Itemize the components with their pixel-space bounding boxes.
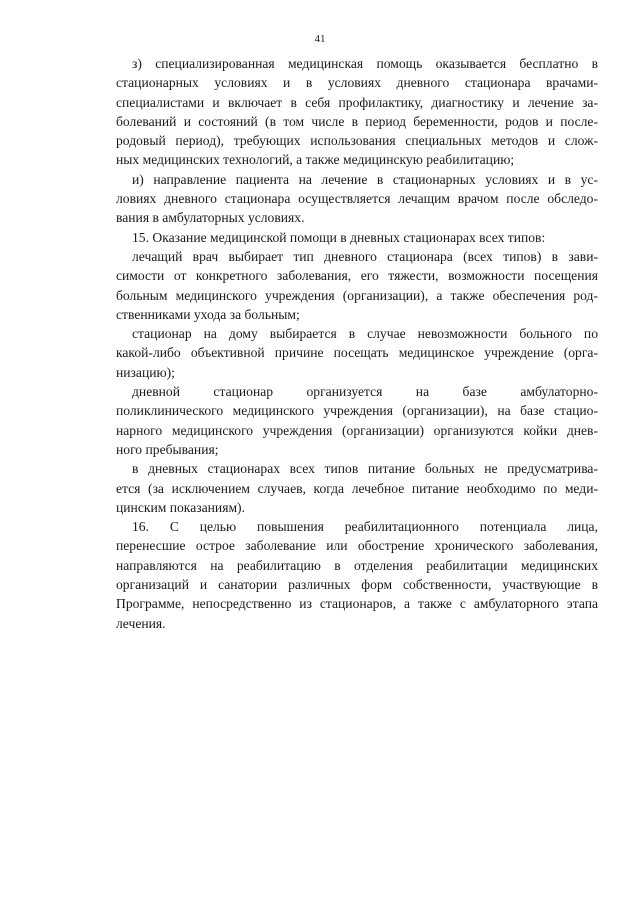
- paragraph: [116, 170, 598, 228]
- page-number: 41: [314, 33, 326, 45]
- text-line: ется (за исключением случаев, когда лечебное питание необходимо по меди-: [116, 480, 598, 496]
- text-line: организаций и санатории различных форм собственности, участвующие в: [116, 577, 598, 593]
- paragraph: [116, 228, 598, 247]
- paragraph: [116, 459, 598, 517]
- text-line: направляются на реабилитацию в отделения реабилитации медицинских: [116, 557, 598, 573]
- text-line: з) специализированная медицинская помощь оказывается бесплатно в: [132, 56, 598, 71]
- paragraph: [116, 382, 598, 459]
- text-line: Программе, непосредственно из стационаров, а также с амбулаторного этапа: [116, 596, 598, 612]
- text-line: стационарных условиях и в условиях дневного стационара врачами-: [116, 75, 598, 91]
- text-line: дневной стационар организуется на базе амбулаторно-: [132, 384, 598, 400]
- text-line: стационар на дому выбирается в случае невозможности больного по: [132, 326, 598, 342]
- text-line: низацию);: [116, 364, 175, 380]
- text-line: и) направление пациента на лечение в стационарных условиях и в ус-: [132, 171, 598, 187]
- text-line: лечащий врач выбирает тип дневного стационара (всех типов) в зави-: [132, 248, 598, 264]
- text-line: ных медицинских технологий, а также медицинскую реабилитацию;: [116, 152, 515, 168]
- text-line: вания в амбулаторных условиях.: [116, 210, 305, 226]
- text-line: специалистами и включает в себя профилактику, диагностику и лечение за-: [116, 94, 598, 110]
- paragraph: [116, 324, 598, 382]
- text-line: цинским показаниям).: [116, 499, 245, 515]
- text-line: ного пребывания;: [116, 441, 219, 457]
- text-line: поликлинического медицинского учреждения (организации), на базе стацио-: [116, 403, 598, 419]
- text-line: лечения.: [116, 615, 166, 631]
- paragraph: [116, 247, 598, 324]
- text-line: какой-либо объективной причине посещать медицинское учреждение (орга-: [116, 345, 598, 361]
- text-line: родовый период), требующих использования специальных методов и слож-: [116, 133, 598, 149]
- text-line: в дневных стационарах всех типов питание больных не предусматрива-: [132, 461, 598, 477]
- text-line: симости от конкретного заболевания, его тяжести, возможности посещения: [116, 268, 598, 284]
- text-line: ственниками ухода за больным;: [116, 306, 300, 322]
- text-line: больным медицинского учреждения (организации), а также обеспечения род-: [116, 287, 598, 303]
- text-line: болеваний и состояний (в том числе в период беременности, родов и после-: [116, 113, 598, 129]
- paragraph: [116, 54, 598, 170]
- text-line: перенесшие острое заболевание или обострение хронического заболевания,: [116, 538, 598, 554]
- text-line: ловиях дневного стационара осуществляется лечащим врачом после обследо-: [116, 191, 598, 207]
- document-body: [116, 54, 598, 633]
- text-line: 16. С целью повышения реабилитационного потенциала лица,: [132, 519, 598, 535]
- text-line: 15. Оказание медицинской помощи в дневных стационарах всех типов:: [132, 229, 546, 245]
- text-line: нарного медицинского учреждения (организации) организуются койки днев-: [116, 422, 598, 438]
- paragraph: [116, 517, 598, 633]
